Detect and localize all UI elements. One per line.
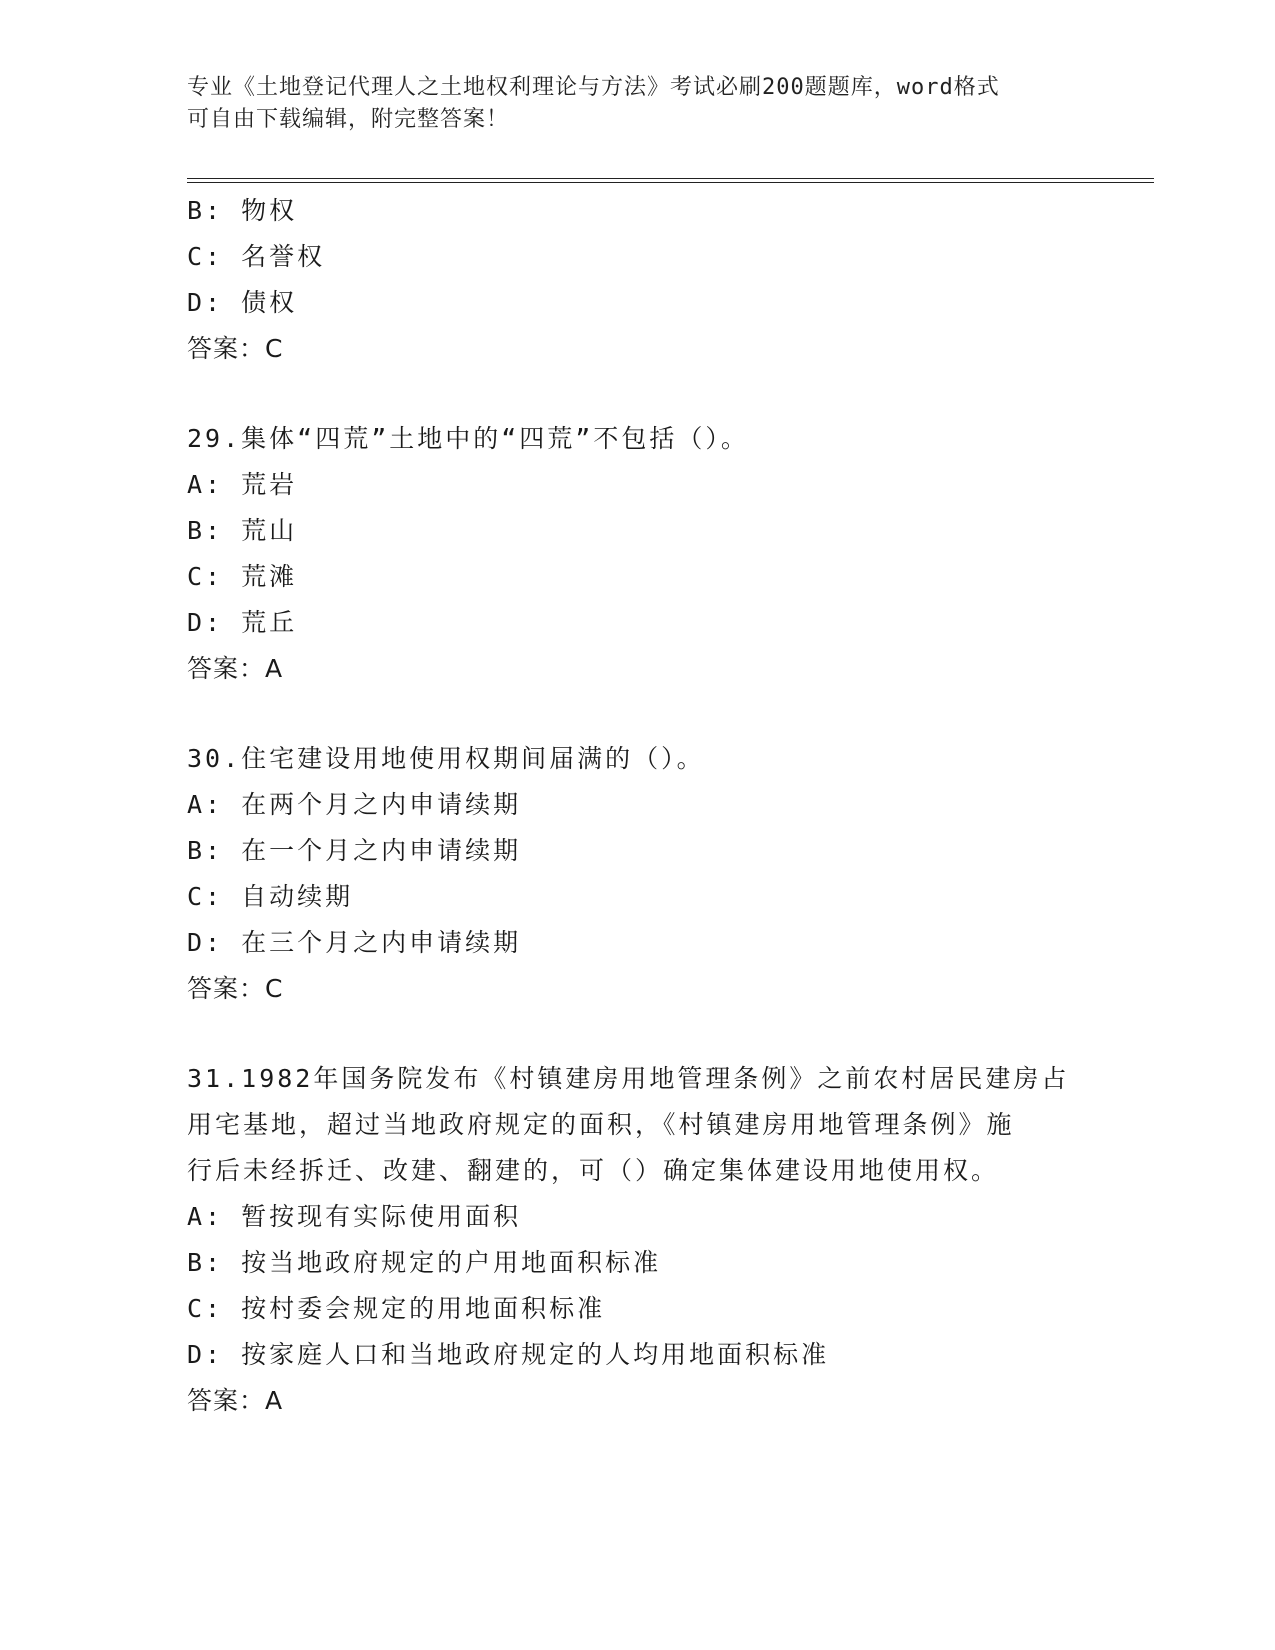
- header-divider: [187, 178, 1154, 183]
- option-b: B: 按当地政府规定的户用地面积标准: [187, 1248, 662, 1277]
- answer-line: 答案：C: [187, 974, 284, 1003]
- question-30: [187, 736, 1087, 1012]
- question-28: [187, 188, 1087, 372]
- option-b: B: 荒山: [187, 516, 298, 545]
- spacer: [187, 1012, 1087, 1056]
- option-a: A: 在两个月之内申请续期: [187, 790, 522, 819]
- option-d: D: 在三个月之内申请续期: [187, 928, 522, 957]
- spacer: [187, 372, 1087, 416]
- question-29: [187, 416, 1087, 692]
- answer-line: 答案：A: [187, 654, 284, 683]
- question-stem: 29.集体“四荒”土地中的“四荒”不包括（）。: [187, 424, 749, 453]
- option-a: A: 荒岩: [187, 470, 298, 499]
- option-d: D: 债权: [187, 288, 298, 317]
- option-d: D: 荒丘: [187, 608, 298, 637]
- question-stem-line-3: 行后未经拆迁、改建、翻建的，可（）确定集体建设用地使用权。: [187, 1156, 1000, 1185]
- option-a: A: 暂按现有实际使用面积: [187, 1202, 522, 1231]
- spacer: [187, 692, 1087, 736]
- option-c: C: 按村委会规定的用地面积标准: [187, 1294, 606, 1323]
- option-c: C: 荒滩: [187, 562, 298, 591]
- option-b: B: 在一个月之内申请续期: [187, 836, 522, 865]
- question-list: [187, 188, 1087, 1424]
- question-31: [187, 1056, 1087, 1424]
- answer-line: 答案：A: [187, 1386, 284, 1415]
- question-stem: 30.住宅建设用地使用权期间届满的（）。: [187, 744, 705, 773]
- answer-line: 答案：C: [187, 334, 284, 363]
- document-header: [187, 72, 1067, 136]
- header-title-line-2: 可自由下载编辑，附完整答案！: [187, 107, 510, 132]
- question-stem-line-1: 31.1982年国务院发布《村镇建房用地管理条例》之前农村居民建房占: [187, 1064, 1070, 1093]
- question-stem-line-2: 用宅基地，超过当地政府规定的面积，《村镇建房用地管理条例》施: [187, 1110, 1015, 1139]
- option-d: D: 按家庭人口和当地政府规定的人均用地面积标准: [187, 1340, 830, 1369]
- option-c: C: 名誉权: [187, 242, 326, 271]
- header-title-line-1: 专业《土地登记代理人之土地权利理论与方法》考试必刷200题题库，word格式: [187, 75, 1000, 100]
- option-b: B: 物权: [187, 196, 298, 225]
- option-c: C: 自动续期: [187, 882, 354, 911]
